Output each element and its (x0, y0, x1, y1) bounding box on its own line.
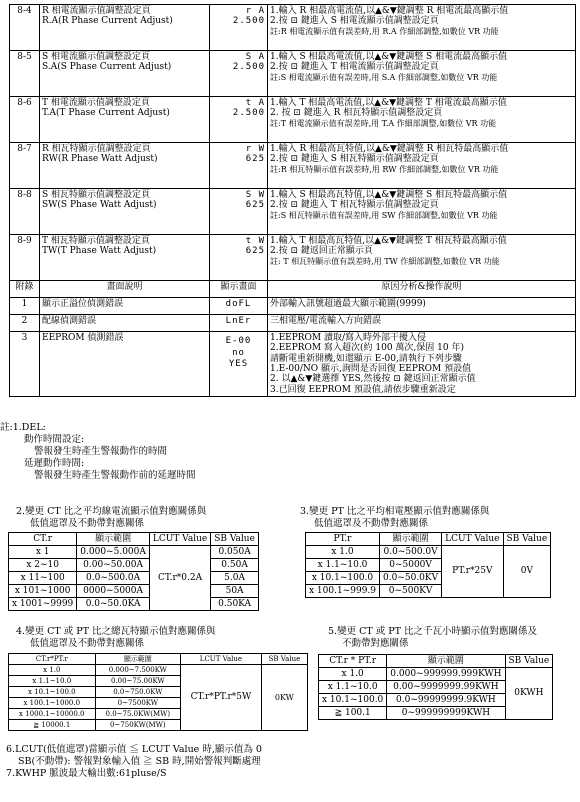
section-title-line: 低值遮罩及不動帶對應關係 (30, 637, 145, 649)
desc-line: 2. 按 ⊡ 鍵進入 R 相瓦特顯示值調整設定頁 (270, 108, 443, 119)
setting-title: R 相電流顯示值調整設定頁 (42, 6, 151, 16)
section-title-line: 3.變更 PT 比之平均相電壓顯示值對應關係與 (300, 506, 490, 517)
appendix-num: 1 (10, 298, 40, 315)
desc-line: 註:T 相電流顯示值有誤差時,用 T.A 作細部調整,如數位 VR 功能 (270, 118, 497, 128)
setting-num: 8-8 (10, 189, 40, 235)
table-cell: 0.50A (211, 559, 259, 572)
table-cell: 0.000~5.000A (77, 546, 150, 559)
setting-num: 8-7 (10, 143, 40, 189)
eeprom-reason-line: 2.EEPROM 寫入超次(約 100 萬次,保固 10 年) (270, 343, 464, 354)
table-cell: 0~500KV (380, 585, 442, 598)
display-code: t A (245, 98, 265, 108)
setting-row (10, 97, 576, 143)
notes-line: 動作時間設定: (24, 433, 85, 445)
desc-line: 2.按 ⊡ 鍵進入 S 相電流顯示值調整設定頁 (270, 16, 439, 27)
table-row (9, 585, 259, 598)
setting-row (10, 189, 576, 235)
setting-desc (268, 235, 576, 281)
settings-table (9, 4, 576, 397)
display-code: r A (245, 6, 265, 16)
table-cell: x 1.0 (9, 665, 96, 676)
setting-row (10, 143, 576, 189)
setting-title-cell (40, 143, 210, 189)
table-cell: ≧ 10000.1 (9, 720, 96, 731)
setting-display (210, 97, 268, 143)
table-cell: 0.0~75.0KW(MW) (95, 709, 181, 720)
lcut-cell: CT.r*0.2A (149, 546, 210, 611)
eeprom-reason-line: 1.EEPROM 讀取/寫入時外部干擾入侵 (270, 333, 427, 343)
section-title-line: 4.變更 CT 或 PT 比之總瓦特顯示值對應關係與 (16, 626, 216, 637)
setting-subtitle: S.A(S Phase Current Adjust) (42, 62, 172, 73)
display-value: 625 (245, 200, 265, 211)
desc-line: 註:R 相瓦特顯示值有誤差時,用 RW 作細部調整,如數位 VR 功能 (270, 164, 499, 174)
table-row (306, 546, 551, 559)
table-cell: 0~7500KW (95, 698, 181, 709)
column-header: 顯示範圍 (95, 654, 181, 665)
table-cell: 0~5000V (380, 559, 442, 572)
setting-display (210, 143, 268, 189)
eeprom-reason-line: 2. 以▲&▼鍵選擇 YES,然後按 ⊡ 鍵返回正常顯示值 (270, 374, 476, 385)
table-row (9, 598, 259, 611)
table-cell: x 10.1~100.0 (319, 694, 387, 707)
desc-line: 2.按 ⊡ 鍵返回正常顯示頁 (270, 246, 373, 257)
table-cell: x 100.1~1000.0 (9, 698, 96, 709)
desc-line: 2.按 ⊡ 鍵進入 T 相電流顯示值調整設定頁 (270, 62, 439, 73)
sb-cell: 0V (503, 546, 551, 598)
table-cell: 0.00~75.00KW (95, 676, 181, 687)
table-cell: 50A (211, 585, 259, 598)
display-code: r W (245, 144, 265, 154)
appendix-header-row (10, 281, 576, 298)
desc-line: 註:S 相瓦特顯示值有誤差時,用 SW 作細部調整,如數位 VR 功能 (270, 210, 498, 220)
setting-subtitle: TW(T Phase Watt Adjust) (42, 246, 157, 257)
section-title-line: 2.變更 CT 比之平均線電流顯示值對應關係與 (16, 506, 207, 517)
table-cell: 0~999999999KWH (387, 707, 505, 720)
table-cell: 0.0~500.0A (77, 572, 150, 585)
table-cell: 0.0~50.0KA (77, 598, 150, 611)
setting-row (10, 235, 576, 281)
display-code: S W (245, 190, 265, 200)
desc-line: 1.輸入 R 相最高瓦特值,以▲&▼鍵調整 R 相瓦特最高顯示值 (270, 144, 509, 154)
table-cell: x 101~1000 (9, 585, 77, 598)
section-title-line: 低值遮罩及不動帶對應關係 (314, 517, 429, 529)
section-5-title (328, 626, 537, 650)
table-cell: x 1.0 (306, 546, 380, 559)
eeprom-display-yes: YES (228, 359, 249, 370)
column-header: 顯示範圍 (77, 533, 150, 546)
lcut-cell: CT.r*PT.r*5W (181, 665, 262, 731)
setting-title: T 相電流顯示值調整設定頁 (42, 98, 150, 108)
table-cell: 0~750KW(MW) (95, 720, 181, 731)
desc-line: 註: T 相瓦特顯示值有誤差時,用 TW 作細部調整,如數位 VR 功能 (270, 256, 500, 266)
table-cell: x 11~100 (9, 572, 77, 585)
setting-subtitle: T.A(T Phase Current Adjust) (42, 108, 170, 119)
setting-desc (268, 143, 576, 189)
table-cell: x 1000.1~10000.0 (9, 709, 96, 720)
setting-desc (268, 97, 576, 143)
section-title-line: 不動帶對應關係 (342, 637, 409, 649)
table-cell: 0.0~750.0KW (95, 687, 181, 698)
notes-block (0, 422, 196, 481)
display-value: 2.500 (232, 62, 265, 73)
table-header-row (319, 655, 553, 668)
table-cell: 0.50KA (211, 598, 259, 611)
sb-cell: 0KW (261, 665, 307, 731)
footer-line: 6.LCUT(低值遮罩)當顯示值 ≦ LCUT Value 時,顯示值為 0 (6, 744, 262, 755)
table-cell: x 10.1~100.0 (9, 687, 96, 698)
table-cell: 0.000~999999.999KWH (387, 668, 505, 681)
desc-line: 註:S 相電流顯示值有誤差時,用 S.A 作細部調整,如數位 VR 功能 (270, 72, 498, 82)
table-row (9, 572, 259, 585)
eeprom-display-error: E-00 (225, 336, 252, 346)
column-header: LCUT Value (442, 533, 503, 546)
table-cell: x 2~10 (9, 559, 77, 572)
appendix-num: 2 (10, 315, 40, 332)
table-cell: 0.00~9999999.99KWH (387, 681, 505, 694)
column-header: CT.r (9, 533, 77, 546)
table-row (9, 546, 259, 559)
notes-line: 警報發生時產生警報動作前的延遲時間 (34, 469, 196, 481)
sb-cell: 0KWH (505, 668, 553, 720)
display-value: 625 (245, 246, 265, 257)
table-cell: 0000~5000A (77, 585, 150, 598)
table-header-row (9, 654, 308, 665)
table-cell: 0.0~50.0KV (380, 572, 442, 585)
desc-line: 1.輸入 T 相最高瓦特值,以▲&▼鍵調整 T 相瓦特最高顯示值 (270, 236, 507, 246)
setting-desc (268, 5, 576, 51)
setting-row (10, 5, 576, 51)
total-watt-table (8, 653, 308, 731)
setting-title-cell (40, 235, 210, 281)
footer-line: SB(不動帶): 警報對象輸入值 ≧ SB 時,開始警報判斷處理 (18, 755, 261, 767)
table-cell: x 1.1~10.0 (306, 559, 380, 572)
desc-line: 1.輸入 S 相最高電流值,以▲&▼鍵調整 S 相電流最高顯示值 (270, 52, 508, 62)
appendix-num-header: 附錄 (10, 281, 40, 298)
display-code: t W (245, 236, 265, 246)
setting-desc (268, 51, 576, 97)
column-header: SB Value (261, 654, 307, 665)
setting-display (210, 51, 268, 97)
table-cell: 0.00~50.00A (77, 559, 150, 572)
column-header: 顯示範圍 (380, 533, 442, 546)
table-cell: x 1001~9999 (9, 598, 77, 611)
desc-line: 2.按 ⊡ 鍵進入 T 相瓦特顯示值調整設定頁 (270, 200, 439, 211)
column-header: LCUT Value (181, 654, 262, 665)
setting-display (210, 5, 268, 51)
setting-title-cell (40, 97, 210, 143)
ct-current-table (8, 532, 259, 611)
table-row (319, 668, 553, 681)
setting-row (10, 51, 576, 97)
table-cell: ≧ 100.1 (319, 707, 387, 720)
display-value: 2.500 (232, 108, 265, 119)
column-header: CT.r*PT.r (9, 654, 96, 665)
appendix-num: 3 (10, 332, 40, 397)
setting-num: 8-6 (10, 97, 40, 143)
table-cell: 5.0A (211, 572, 259, 585)
appendix-display-header: 顯示畫面 (210, 281, 268, 298)
setting-title: R 相瓦特顯示值調整設定頁 (42, 144, 151, 154)
setting-num: 8-4 (10, 5, 40, 51)
footer-line: 7.KWHP 脈波最大輸出數:61pluse/S (6, 767, 167, 779)
appendix-reason-header: 原因分析&操作說明 (268, 281, 576, 298)
table-header-row (9, 533, 259, 546)
appendix-display: doFL (210, 298, 268, 315)
table-cell: 0.000~7.500KW (95, 665, 181, 676)
setting-title-cell (40, 189, 210, 235)
notes-line: 警報發生時產生警報動作的時間 (34, 445, 168, 457)
setting-num: 8-9 (10, 235, 40, 281)
column-header: SB Value (503, 533, 551, 546)
column-header: 顯示範圍 (387, 655, 505, 668)
eeprom-reason (268, 332, 576, 397)
eeprom-display-no: no (232, 347, 245, 358)
setting-display (210, 189, 268, 235)
setting-title-cell (40, 51, 210, 97)
table-cell: 0.050A (211, 546, 259, 559)
section-3-title (300, 506, 489, 530)
lcut-cell: PT.r*25V (442, 546, 503, 598)
appendix-desc-header: 畫面說明 (40, 281, 210, 298)
section-title-line: 低值遮罩及不動帶對應關係 (30, 517, 145, 529)
eeprom-display (210, 332, 268, 397)
setting-subtitle: SW(S Phase Watt Adjust) (42, 200, 157, 211)
table-cell: 0.0~99999999.9KWH (387, 694, 505, 707)
appendix-display: LnEr (210, 315, 268, 332)
setting-desc (268, 189, 576, 235)
desc-line: 註:R 相電流顯示值有誤差時,用 R.A 作細部調整,如數位 VR 功能 (270, 26, 499, 36)
setting-display (210, 235, 268, 281)
setting-subtitle: R.A(R Phase Current Adjust) (42, 16, 173, 27)
table-header-row (306, 533, 551, 546)
table-row (9, 559, 259, 572)
kwh-table (318, 654, 553, 720)
table-cell: x 10.1~100.0 (306, 572, 380, 585)
section-title-line: 5.變更 CT 或 PT 比之千瓦小時顯示值對應關係及 (328, 626, 537, 637)
display-value: 2.500 (232, 16, 265, 27)
display-code: S A (245, 52, 265, 62)
pt-voltage-table (305, 532, 551, 598)
appendix-reason: 外部輸入訊號超過最大顯示範圍(9999) (268, 298, 576, 315)
notes-line: 註:1.DEL: (0, 422, 46, 433)
appendix-reason: 三相電壓/電流輸入方向錯誤 (268, 315, 576, 332)
appendix-row (10, 298, 576, 315)
setting-title-cell (40, 5, 210, 51)
column-header: LCUT Value (149, 533, 210, 546)
table-cell: x 100.1~999.9 (306, 585, 380, 598)
section-4-title (16, 626, 215, 650)
desc-line: 1.輸入 S 相最高瓦特值,以▲&▼鍵調整 S 相瓦特最高顯示值 (270, 190, 508, 200)
column-header: SB Value (211, 533, 259, 546)
setting-num: 8-5 (10, 51, 40, 97)
appendix-desc: 顯示正溢位偵測錯誤 (40, 298, 210, 315)
table-cell: x 1.0 (319, 668, 387, 681)
setting-subtitle: RW(R Phase Watt Adjust) (42, 154, 158, 165)
table-cell: x 1 (9, 546, 77, 559)
appendix-row (10, 315, 576, 332)
table-cell: 0.0~500.0V (380, 546, 442, 559)
setting-title: S 相瓦特顯示值調整設定頁 (42, 190, 151, 200)
desc-line: 1.輸入 R 相最高電流值,以▲&▼鍵調整 R 相電流最高顯示值 (270, 6, 509, 16)
display-value: 625 (245, 154, 265, 165)
column-header: CT.r * PT.r (319, 655, 387, 668)
appendix-desc: EEPROM 偵測錯誤 (40, 332, 210, 397)
footer-notes (6, 744, 262, 780)
desc-line: 2.按 ⊡ 鍵進入 S 相瓦特顯示值調整設定頁 (270, 154, 439, 165)
setting-title: T 相瓦特顯示值調整設定頁 (42, 236, 150, 246)
table-cell: x 1.1~10.0 (319, 681, 387, 694)
section-2-title (16, 506, 206, 530)
appendix-desc: 配線偵測錯誤 (40, 315, 210, 332)
eeprom-reason-line: 1.E-00/NO 顯示,詢問是否回復 EEPROM 預設值 (270, 364, 472, 375)
column-header: SB Value (505, 655, 553, 668)
desc-line: 1.輸入 T 相最高電流值,以▲&▼鍵調整 T 相電流最高顯示值 (270, 98, 507, 108)
setting-title: S 相電流顯示值調整設定頁 (42, 52, 151, 62)
appendix-eeprom-row (10, 332, 576, 397)
column-header: PT.r (306, 533, 380, 546)
eeprom-reason-line: 請斷電重新開機,如還顯示 E-00,請執行下列步驟 (270, 353, 462, 364)
table-cell: x 1.1~10.0 (9, 676, 96, 687)
table-row (9, 665, 308, 676)
notes-line: 延遲動作時間: (24, 457, 85, 469)
eeprom-reason-line: 3.已回復 EEPROM 預設值,請依步驟重新設定 (270, 384, 456, 395)
